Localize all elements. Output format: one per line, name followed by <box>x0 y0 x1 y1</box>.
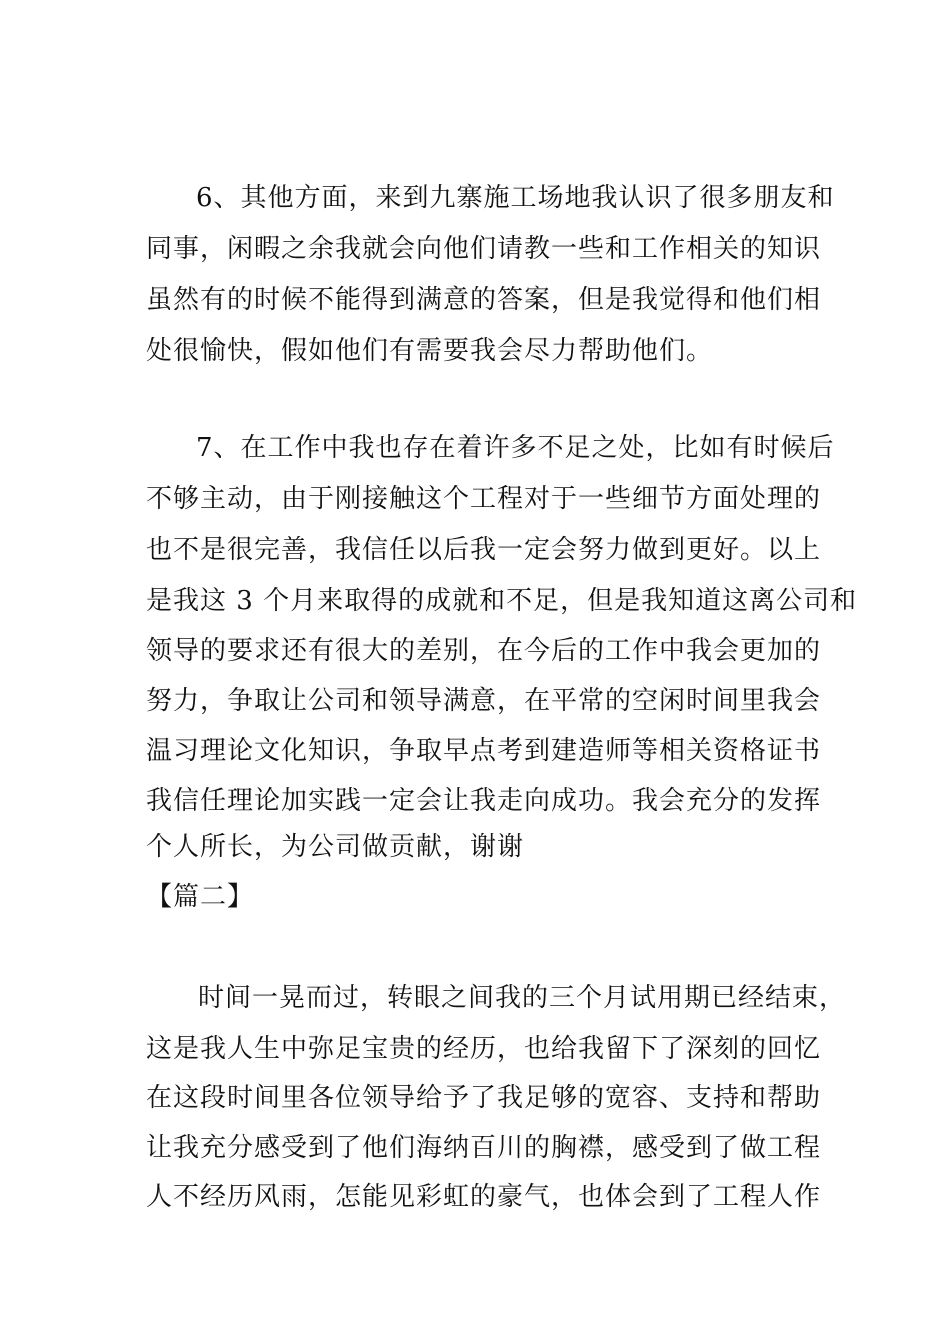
section2-line-2: 这是我人生中弥足宝贵的经历，也给我留下了深刻的回忆 <box>146 1034 822 1064</box>
paragraph-7-line-6: 努力，争取让公司和领导满意，在平常的空闲时间里我会 <box>146 686 822 716</box>
paragraph-6-line-4: 处很愉快，假如他们有需要我会尽力帮助他们。 <box>146 336 714 366</box>
paragraph-6-line-3: 虽然有的时候不能得到满意的答案，但是我觉得和他们相 <box>146 285 822 315</box>
paragraph-6-line-2: 同事，闲暇之余我就会向他们请教一些和工作相关的知识 <box>146 234 822 264</box>
paragraph-7-line-9: 个人所长，为公司做贡献，谢谢 <box>146 832 525 862</box>
paragraph-7-line-5: 领导的要求还有很大的差别，在今后的工作中我会更加的 <box>146 636 822 666</box>
section2-line-5: 人不经历风雨，怎能见彩虹的豪气，也体会到了工程人作 <box>146 1182 822 1212</box>
paragraph-7-line-8: 我信任理论加实践一定会让我走向成功。我会充分的发挥 <box>146 786 822 816</box>
paragraph-6-line-1: 6、其他方面，来到九寨施工场地我认识了很多朋友和 <box>196 183 835 213</box>
paragraph-7-line-7: 温习理论文化知识，争取早点考到建造师等相关资格证书 <box>146 736 822 766</box>
section-heading: 【篇二】 <box>146 882 255 912</box>
section2-line-1: 时间一晃而过，转眼之间我的三个月试用期已经结束， <box>198 983 847 1013</box>
paragraph-7-line-2: 不够主动，由于刚接触这个工程对于一些细节方面处理的 <box>146 484 822 514</box>
section2-line-3: 在这段时间里各位领导给予了我足够的宽容、支持和帮助 <box>146 1083 822 1113</box>
paragraph-7-line-4: 是我这 3 个月来取得的成就和不足，但是我知道这离公司和 <box>146 586 858 616</box>
paragraph-7-line-1: 7、在工作中我也存在着许多不足之处，比如有时候后 <box>196 433 835 463</box>
section2-line-4: 让我充分感受到了他们海纳百川的胸襟，感受到了做工程 <box>146 1133 822 1163</box>
paragraph-7-line-3: 也不是很完善，我信任以后我一定会努力做到更好。以上 <box>146 535 822 565</box>
